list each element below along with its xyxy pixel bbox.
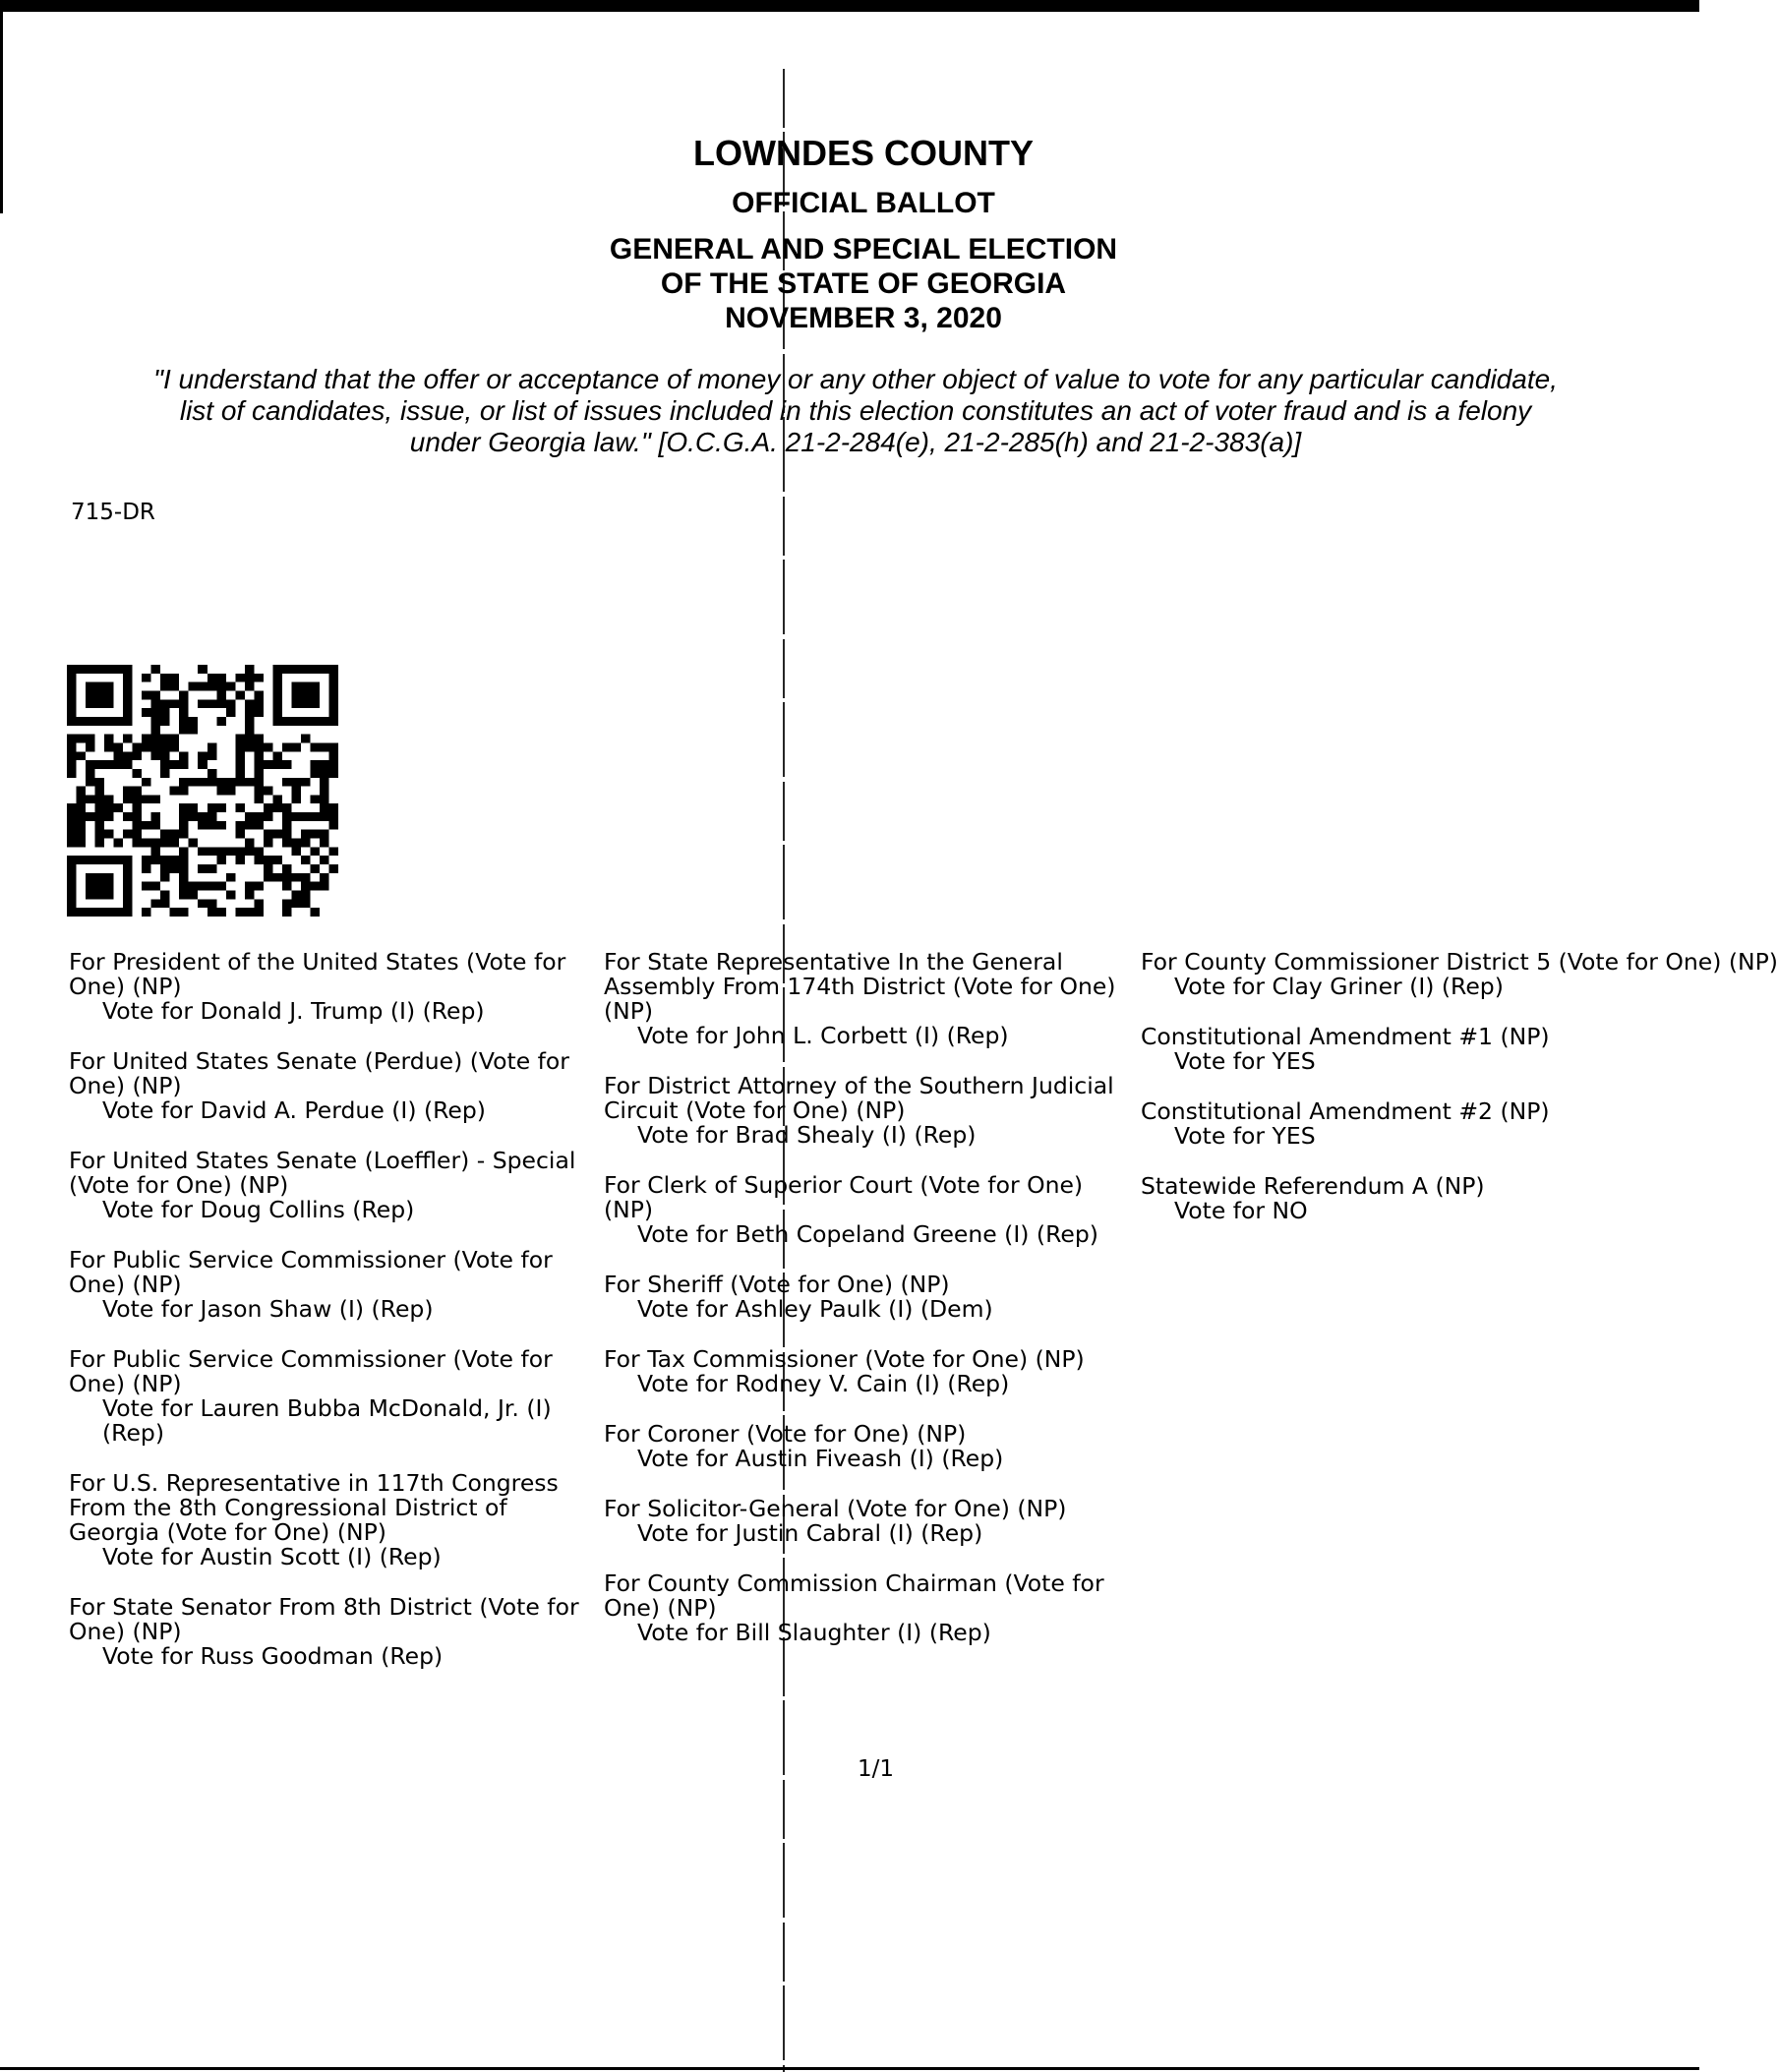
contest-selection: Vote for John L. Corbett (I) (Rep) (637, 1022, 1009, 1049)
contest-title: For United States Senate (Perdue) (Vote for One) (NP) (69, 1047, 569, 1099)
contest-title: For County Commissioner District 5 (Vote for One) (NP) (1141, 948, 1778, 976)
notice-line-2: list of candidates, issue, or list of issues included in this election constitutes an act of voter fraud and is a felony (179, 395, 1532, 426)
contest (604, 1347, 1135, 1396)
contest-selection: Vote for Donald J. Trump (I) (Rep) (102, 997, 485, 1025)
contest-title: For State Senator From 8th District (Vote for One) (NP) (69, 1593, 579, 1645)
contest-title: Statewide Referendum A (NP) (1141, 1172, 1485, 1200)
ballot-style-code: 715-DR (71, 500, 155, 525)
contest (604, 1273, 1135, 1322)
contest-selection: Vote for Ashley Paulk (I) (Dem) (637, 1295, 993, 1323)
contest (69, 1347, 595, 1446)
contest-selection: Vote for Clay Griner (I) (Rep) (1174, 973, 1504, 1000)
contest (69, 1149, 595, 1222)
contest (604, 950, 1135, 1048)
contest-title: For United States Senate (Loeffler) - Special (Vote for One) (NP) (69, 1147, 576, 1199)
contest (69, 1471, 595, 1569)
contest (604, 1074, 1135, 1148)
scan-bottom-border (0, 2067, 1699, 2070)
scan-top-border (0, 0, 1699, 12)
county-title: LOWNDES COUNTY (693, 133, 1034, 173)
notice-line-1: "I understand that the offer or acceptance of money or any other object of value to vote for any particular candidate, (153, 364, 1558, 394)
contest (1141, 1025, 1652, 1074)
contest (1141, 1099, 1652, 1149)
election-line-1: GENERAL AND SPECIAL ELECTION (609, 233, 1118, 266)
contest-title: For Coroner (Vote for One) (NP) (604, 1420, 967, 1448)
contest-selection: Vote for YES (1174, 1122, 1316, 1150)
contest-selection: Vote for YES (1174, 1047, 1316, 1075)
voter-fraud-notice (59, 364, 1652, 458)
contest-selection: Vote for Lauren Bubba McDonald, Jr. (I) (Rep) (102, 1394, 552, 1447)
contest-title: For Public Service Commissioner (Vote for One) (NP) (69, 1345, 553, 1397)
contest-selection: Vote for Justin Cabral (I) (Rep) (637, 1519, 983, 1547)
contest-title: Constitutional Amendment #1 (NP) (1141, 1023, 1550, 1050)
contest-title: For District Attorney of the Southern Judicial Circuit (Vote for One) (NP) (604, 1072, 1114, 1124)
notice-line-3: under Georgia law." [O.C.G.A. 21-2-284(e), 21-2-285(h) and 21-2-383(a)] (409, 427, 1302, 457)
contest-title: For U.S. Representative in 117th Congress From the 8th Congressional District of Georgia (Vote for One) (NP) (69, 1469, 559, 1546)
contest-title: For Tax Commissioner (Vote for One) (NP) (604, 1345, 1085, 1373)
contest (604, 1497, 1135, 1546)
contest-title: For Clerk of Superior Court (Vote for One) (NP) (604, 1171, 1084, 1223)
qr-code (67, 665, 338, 917)
contest-selection: Vote for David A. Perdue (I) (Rep) (102, 1096, 486, 1124)
ballot-column-1 (69, 950, 595, 1694)
contest (1141, 1174, 1652, 1223)
contest (1141, 948, 1778, 1000)
ballot-type: OFFICIAL BALLOT (732, 187, 995, 219)
ballot-column-3 (1141, 948, 1778, 1249)
contest-selection: Vote for NO (1174, 1197, 1308, 1224)
contest-title: For State Representative In the General Assembly From 174th District (Vote for One) (NP) (604, 948, 1116, 1025)
contest-selection: Vote for Russ Goodman (Rep) (102, 1642, 444, 1670)
contest-title: For Public Service Commissioner (Vote for One) (NP) (69, 1246, 553, 1298)
ballot-column-2 (604, 950, 1135, 1671)
contest-selection: Vote for Brad Shealy (I) (Rep) (637, 1121, 977, 1149)
contest-title: For Solicitor-General (Vote for One) (NP) (604, 1495, 1067, 1522)
election-line-2: OF THE STATE OF GEORGIA (660, 267, 1067, 300)
page-number: 1/1 (858, 1756, 895, 1782)
contest-title: For Sheriff (Vote for One) (NP) (604, 1271, 950, 1298)
election-date: NOVEMBER 3, 2020 (725, 302, 1002, 334)
contest-selection: Vote for Austin Scott (I) (Rep) (102, 1543, 442, 1570)
contest-selection: Vote for Jason Shaw (I) (Rep) (102, 1295, 434, 1323)
contest-title: For President of the United States (Vote for One) (NP) (69, 948, 566, 1000)
contest-title: Constitutional Amendment #2 (NP) (1141, 1097, 1550, 1125)
contest-selection: Vote for Austin Fiveash (I) (Rep) (637, 1445, 1004, 1472)
contest-selection: Vote for Doug Collins (Rep) (102, 1196, 415, 1223)
contest (69, 950, 595, 1024)
contest (604, 1173, 1135, 1247)
contest-selection: Vote for Beth Copeland Greene (I) (Rep) (637, 1220, 1098, 1248)
contest (604, 1571, 1135, 1645)
contest (69, 1049, 595, 1123)
contest-selection: Vote for Bill Slaughter (I) (Rep) (637, 1619, 991, 1646)
contest (69, 1248, 595, 1322)
contest-selection: Vote for Rodney V. Cain (I) (Rep) (637, 1370, 1010, 1397)
contest (604, 1422, 1135, 1471)
ballot-header (0, 128, 1727, 335)
contest (69, 1595, 595, 1669)
contest-title: For County Commission Chairman (Vote for One) (NP) (604, 1569, 1104, 1622)
